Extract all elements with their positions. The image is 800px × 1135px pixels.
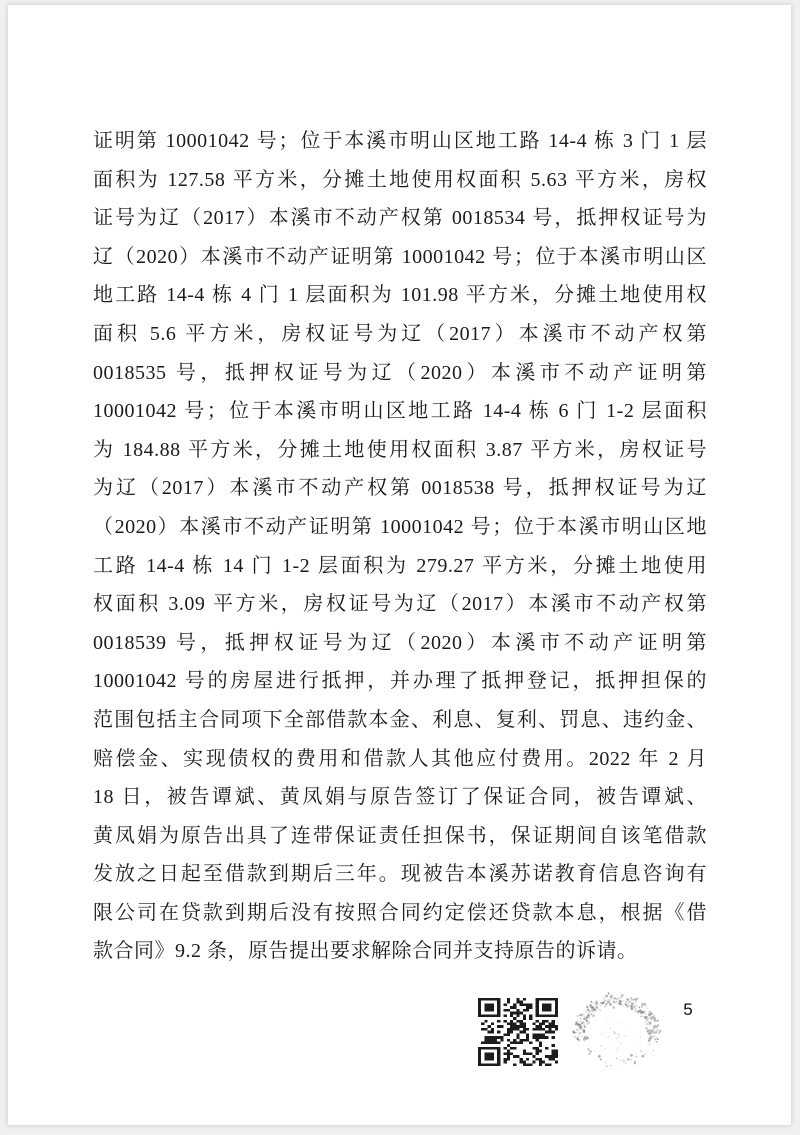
- text-line: 款合同》9.2 条，原告提出要求解除合同并支持原告的诉请。: [93, 940, 638, 963]
- text-line: 10001042 号；位于本溪市明山区地工路 14-4 栋 6 门 1-2 层面积: [93, 400, 707, 423]
- text-line: 0018539 号，抵押权证号为辽（2020）本溪市不动产证明第: [93, 631, 707, 654]
- faded-seal-stamp: [567, 988, 667, 1076]
- document-body-text: [93, 122, 707, 971]
- text-line: 限公司在贷款到期后没有按照合同约定偿还贷款本息，根据《借: [93, 901, 707, 924]
- text-line: 18 日，被告谭斌、黄凤娟与原告签订了保证合同，被告谭斌、: [93, 786, 707, 809]
- text-line: 地工路 14-4 栋 4 门 1 层面积为 101.98 平方米，分摊土地使用权: [93, 284, 707, 307]
- text-line: 权面积 3.09 平方米，房权证号为辽（2017）本溪市不动产权第: [93, 593, 707, 616]
- text-line: （2020）本溪市不动产证明第 10001042 号；位于本溪市明山区地: [93, 515, 707, 538]
- text-line: 为 184.88 平方米，分摊土地使用权面积 3.87 平方米，房权证号: [93, 438, 707, 461]
- page-number: 5: [683, 1000, 693, 1019]
- document-page: [8, 5, 791, 1125]
- text-line: 工路 14-4 栋 14 门 1-2 层面积为 279.27 平方米，分摊土地使用: [93, 554, 707, 577]
- text-line: 范围包括主合同项下全部借款本金、利息、复利、罚息、违约金、: [93, 708, 707, 731]
- text-line: 黄凤娟为原告出具了连带保证责任担保书，保证期间自该笔借款: [93, 824, 707, 847]
- page-footer: [8, 988, 791, 1088]
- text-line: 证号为辽（2017）本溪市不动产权第 0018534 号，抵押权证号为: [93, 207, 707, 230]
- text-line: 10001042 号的房屋进行抵押，并办理了抵押登记，抵押担保的: [93, 670, 707, 693]
- text-line: 证明第 10001042 号；位于本溪市明山区地工路 14-4 栋 3 门 1 层: [93, 130, 707, 152]
- text-line: 0018535 号，抵押权证号为辽（2020）本溪市不动产证明第: [93, 361, 707, 384]
- text-line: 赔偿金、实现债权的费用和借款人其他应付费用。2022 年 2 月: [93, 747, 707, 770]
- text-line: 辽（2020）本溪市不动产证明第 10001042 号；位于本溪市明山区: [93, 245, 707, 268]
- qr-code: [478, 998, 558, 1066]
- text-line: 面积 5.6 平方米，房权证号为辽（2017）本溪市不动产权第: [93, 322, 707, 345]
- text-line: 发放之日起至借款到期后三年。现被告本溪苏诺教育信息咨询有: [93, 863, 707, 886]
- text-line: 为辽（2017）本溪市不动产权第 0018538 号，抵押权证号为辽: [93, 477, 707, 500]
- text-line: 面积为 127.58 平方米，分摊土地使用权面积 5.63 平方米，房权: [93, 168, 707, 191]
